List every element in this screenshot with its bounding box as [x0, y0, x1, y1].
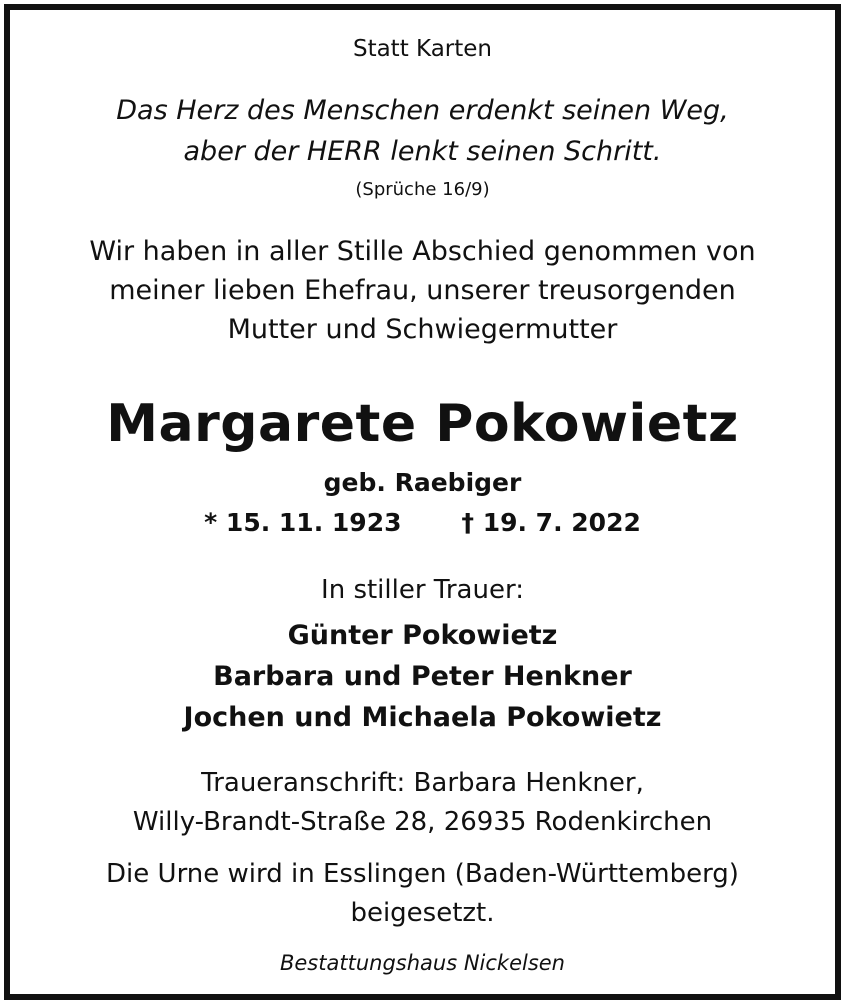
birth-date: * 15. 11. 1923	[204, 508, 402, 537]
death-date: † 19. 7. 2022	[461, 508, 641, 537]
urn-line-2: beigesetzt.	[350, 898, 495, 928]
address-line-2: Willy-Brandt-Straße 28, 26935 Rodenkirchen	[132, 807, 713, 837]
deceased-name: Margarete Pokowietz	[106, 394, 739, 454]
notice-header: Statt Karten	[352, 36, 493, 62]
intro-line-1: Wir haben in aller Stille Abschied genommen von	[89, 236, 756, 267]
mourner-name: Jochen und Michaela Pokowietz	[183, 702, 662, 733]
birth-name: geb. Raebiger	[323, 468, 522, 497]
mourner-name: Barbara und Peter Henkner	[213, 661, 632, 692]
obituary-notice	[4, 4, 841, 1000]
address-line-1: Traueranschrift: Barbara Henkner,	[201, 768, 644, 798]
intro-line-3: Mutter und Schwiegermutter	[227, 314, 618, 345]
life-dates	[10, 510, 835, 535]
intro-line-2: meiner lieben Ehefrau, unserer treusorgenden	[109, 275, 736, 306]
mourner-name: Günter Pokowietz	[287, 620, 558, 651]
funeral-home: Bestattungshaus Nickelsen	[279, 951, 565, 975]
urn-line-1: Die Urne wird in Esslingen (Baden-Württemberg)	[106, 859, 739, 889]
verse-reference: (Sprüche 16/9)	[355, 179, 490, 200]
verse-line-2: aber der HERR lenkt seinen Schritt.	[183, 136, 662, 167]
mourning-label: In stiller Trauer:	[321, 575, 524, 605]
verse-line-1: Das Herz des Menschen erdenkt seinen Weg,	[116, 95, 729, 126]
